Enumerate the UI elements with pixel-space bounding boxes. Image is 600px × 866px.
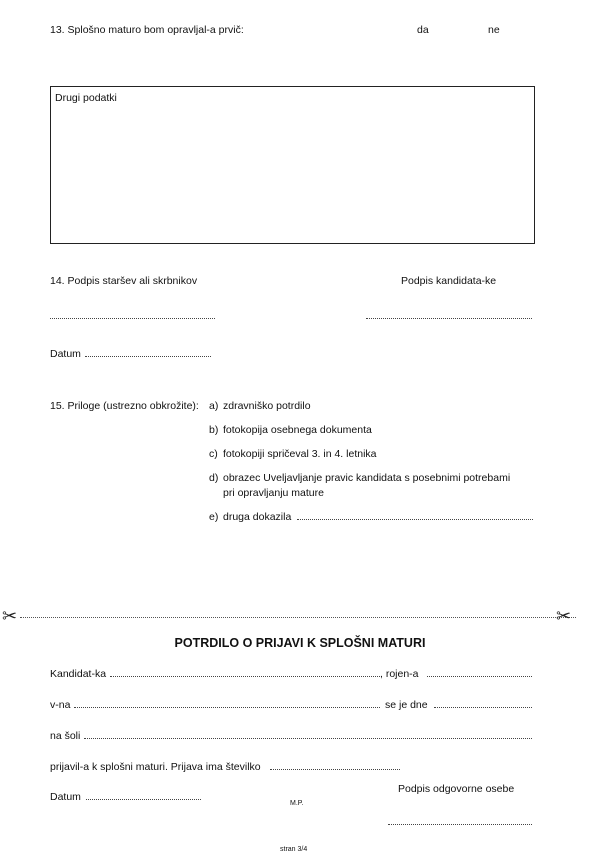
receipt-born-label: , rojen-a — [380, 668, 419, 680]
attachment-e-text: druga dokazila — [223, 511, 292, 523]
attachment-c-letter[interactable]: c) — [209, 448, 218, 460]
receipt-title: POTRDILO O PRIJAVI K SPLOŠNI MATURI — [174, 636, 426, 650]
candidate-signature-line[interactable] — [366, 318, 532, 319]
receipt-registered-text: prijavil-a k splošni maturi. Prijava ima številko — [50, 761, 261, 773]
official-signature-label: Podpis odgovorne osebe — [398, 783, 515, 795]
attachment-b-letter[interactable]: b) — [209, 424, 219, 436]
q14-candidate-signature-label: Podpis kandidata-ke — [401, 275, 497, 287]
attachment-a-text: zdravniško potrdilo — [223, 400, 311, 412]
receipt-candidate-label: Kandidat-ka — [50, 668, 107, 680]
page-number: stran 3/4 — [280, 846, 308, 853]
attachment-d-text: obrazec Uveljavljanje pravic kandidata s posebnimi potrebami — [223, 472, 511, 484]
receipt-born-line[interactable] — [427, 676, 532, 677]
receipt-in-line[interactable] — [74, 707, 380, 708]
receipt-school-line[interactable] — [84, 738, 532, 739]
attachment-e-letter[interactable]: e) — [209, 511, 219, 523]
other-data-label: Drugi podatki — [55, 92, 117, 104]
q13-label: 13. Splošno maturo bom opravljal-a prvič: — [50, 24, 244, 36]
receipt-number-line[interactable] — [270, 769, 400, 770]
q13-option-yes[interactable]: da — [417, 24, 429, 36]
scissors-icon: ✂ — [2, 606, 18, 626]
attachment-c-text: fotokopiji spričeval 3. in 4. letnika — [223, 448, 377, 460]
other-evidence-line[interactable] — [297, 519, 533, 520]
parents-signature-line[interactable] — [50, 318, 215, 319]
q14-date-label: Datum — [50, 348, 81, 360]
receipt-date-label: Datum — [50, 791, 81, 803]
receipt-school-label: na šoli — [50, 730, 81, 742]
q13-option-no[interactable]: ne — [488, 24, 500, 36]
attachment-d-letter[interactable]: d) — [209, 472, 219, 484]
receipt-in-label: v-na — [50, 699, 71, 711]
other-data-box[interactable] — [50, 86, 535, 244]
stamp-label: M.P. — [290, 800, 304, 807]
scissors-icon: ✂ — [556, 606, 572, 626]
attachment-d-text-continued: pri opravljanju mature — [223, 487, 324, 499]
receipt-candidate-line[interactable] — [110, 676, 380, 677]
attachment-b-text: fotokopija osebnega dokumenta — [223, 424, 372, 436]
receipt-on-day-label: se je dne — [385, 699, 428, 711]
cut-line — [20, 617, 576, 618]
receipt-day-line[interactable] — [434, 707, 532, 708]
q14-date-line[interactable] — [85, 356, 211, 357]
q15-label: 15. Priloge (ustrezno obkrožite): — [50, 400, 199, 412]
official-signature-line[interactable] — [388, 824, 532, 825]
q14-parents-signature-label: 14. Podpis staršev ali skrbnikov — [50, 275, 198, 287]
attachment-a-letter[interactable]: a) — [209, 400, 219, 412]
receipt-date-line[interactable] — [86, 799, 201, 800]
